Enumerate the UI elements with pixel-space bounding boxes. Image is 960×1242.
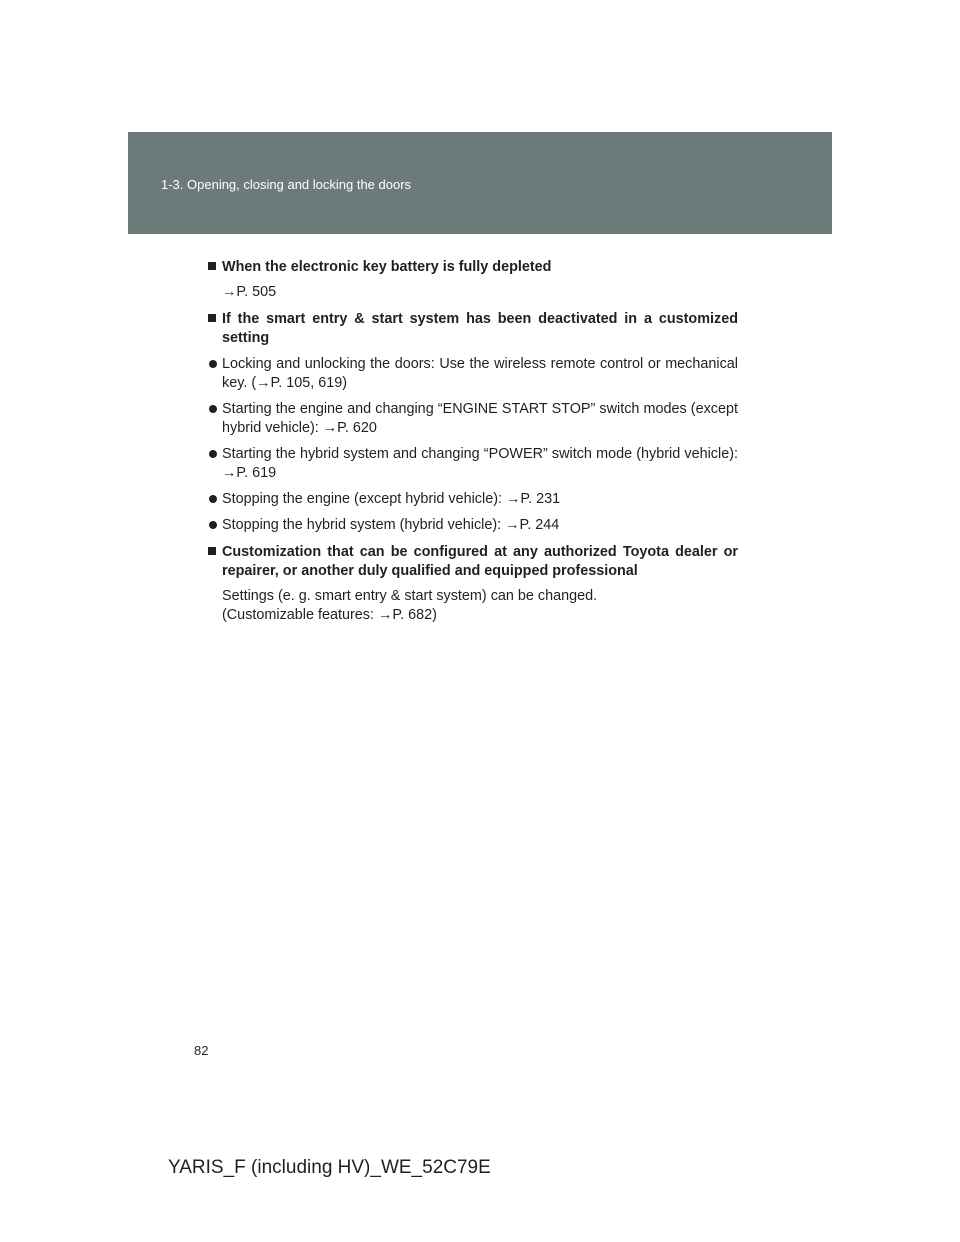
section-heading: Customization that can be configured at any authorized Toyota dealer or repairer, or another duly qualified and equipped professional xyxy=(208,543,738,581)
square-bullet-icon xyxy=(208,262,216,270)
header-band xyxy=(128,132,832,234)
section-title: 1-3. Opening, closing and locking the doors xyxy=(161,177,412,192)
round-bullet-icon xyxy=(209,495,217,503)
round-bullet-icon xyxy=(209,360,217,368)
list-item: Stopping the engine (except hybrid vehicle): →P. 231 xyxy=(208,490,738,509)
list-item: Stopping the hybrid system (hybrid vehicle): →P. 244 xyxy=(208,516,738,535)
round-bullet-icon xyxy=(209,405,217,413)
square-bullet-icon xyxy=(208,547,216,555)
section-heading: If the smart entry & start system has been deactivated in a customized setting xyxy=(208,310,738,348)
section-smart-entry-deactivated xyxy=(208,310,738,535)
round-bullet-icon xyxy=(209,450,217,458)
document-code: YARIS_F (including HV)_WE_52C79E xyxy=(168,1157,491,1178)
body-paragraph: Settings (e. g. smart entry & start system) can be changed. (Customizable features: →P. 682) xyxy=(222,588,598,623)
square-bullet-icon xyxy=(208,314,216,322)
section-battery-depleted xyxy=(208,258,738,302)
page-number: 82 xyxy=(194,1043,209,1058)
page-content xyxy=(208,258,738,633)
list-item: Starting the hybrid system and changing “POWER” switch mode (hybrid vehicle): →P. 619 xyxy=(208,445,738,483)
section-customization xyxy=(208,543,738,625)
page-reference: →P. 505 xyxy=(222,284,277,300)
list-item: Starting the engine and changing “ENGINE START STOP” switch modes (except hybrid vehicle): →P. 620 xyxy=(208,400,738,438)
list-item: Locking and unlocking the doors: Use the wireless remote control or mechanical key. (→P. 105, 619) xyxy=(208,355,738,393)
round-bullet-icon xyxy=(209,521,217,529)
section-heading: When the electronic key battery is fully depleted xyxy=(208,258,738,277)
